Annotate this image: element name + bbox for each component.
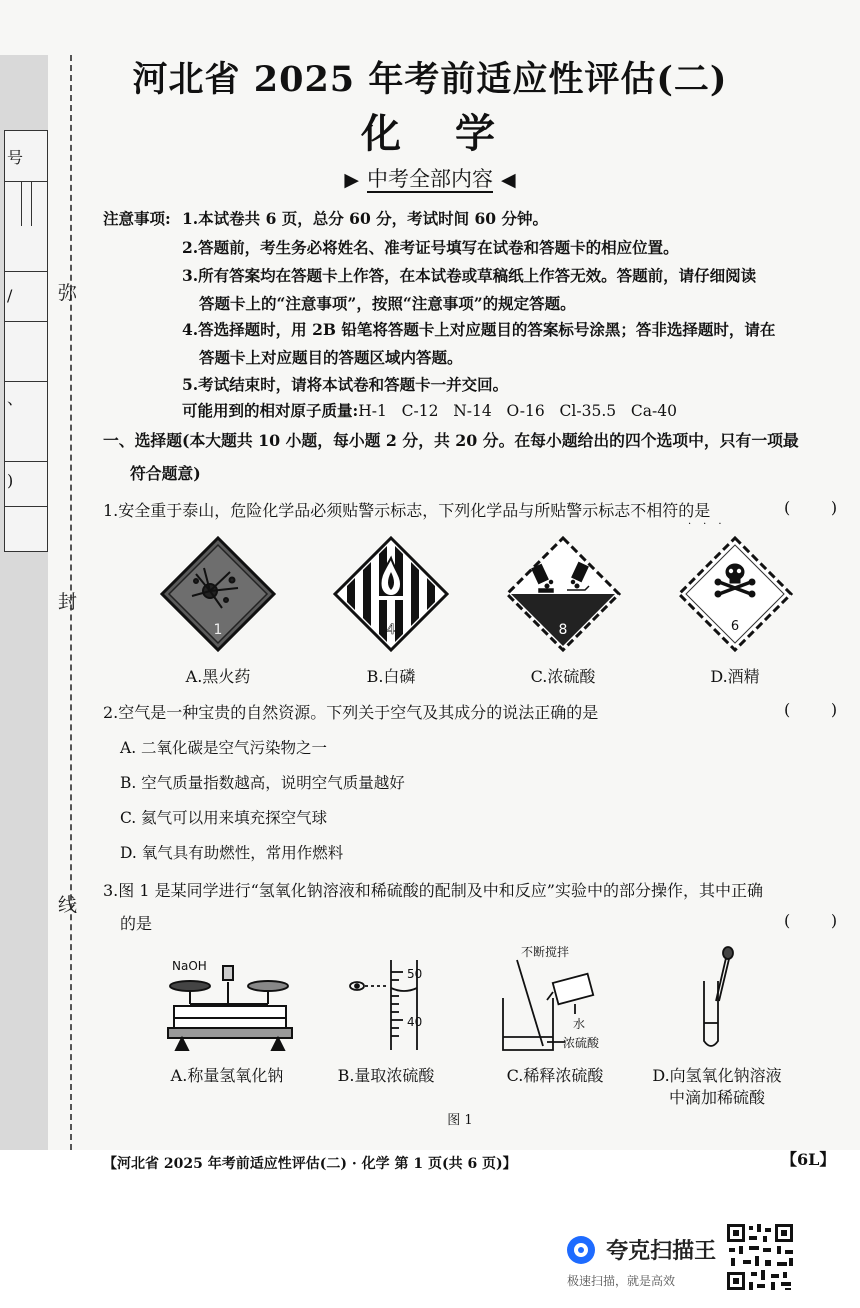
section-heading: 一、选择题(本大题共 10 小题，每小题 2 分，共 20 分。在每小题给出的四个选项中，只有一项最 [103, 431, 799, 450]
svg-text:浓硫酸: 浓硫酸 [563, 1036, 600, 1050]
question-3-cont: 的是 [120, 914, 153, 933]
sign-caption: C.浓硫酸 [530, 667, 596, 686]
figure-caption-a: A.称量氢氧化钠 [170, 1066, 284, 1085]
svg-text:4: 4 [386, 622, 396, 638]
triangle-left-icon: ◀ [501, 169, 516, 191]
notice-item: 1.本试卷共 6 页，总分 60 分，考试时间 60 分钟。 [182, 209, 548, 228]
paper-code: 【6L】 [781, 1150, 836, 1169]
explosive-icon [160, 536, 276, 652]
watermark-slogan: 极速扫描，就是高效 [567, 1274, 676, 1288]
margin-glyph: ) [7, 471, 14, 490]
info-box-divider [5, 321, 47, 322]
svg-text:水: 水 [573, 1017, 586, 1031]
svg-text:50: 50 [407, 967, 423, 981]
notice-item: 4.答选择题时，用 2B 铅笔将答题卡上对应题目的答案标号涂黑；答非选择题时，请在 [182, 320, 776, 339]
margin-glyph: / [7, 286, 13, 305]
scanner-watermark: 夸克扫描王 [567, 1234, 716, 1265]
figure-caption-b: B.量取浓硫酸 [337, 1066, 435, 1085]
option-a: A. 二氧化碳是空气污染物之一 [120, 739, 328, 757]
emphasis-dots: ··· [688, 519, 734, 530]
figure-caption-c: C.稀释浓硫酸 [506, 1066, 604, 1085]
sign-caption: D.酒精 [710, 667, 760, 686]
option-d: D. 氧气具有助燃性，常用作燃料 [120, 844, 344, 862]
svg-text:1: 1 [213, 622, 223, 638]
page-footer: 【河北省 2025 年考前适应性评估(二) · 化学 第 1 页(共 6 页)】 [103, 1156, 517, 1172]
notice-item: 5.考试结束时，请将本试卷和答题卡一并交回。 [182, 375, 509, 394]
info-box-divider [5, 506, 47, 507]
notice-item: 答题卡上对应题目的答题区域内答题。 [199, 348, 463, 367]
figure-caption-d: D.向氢氧化钠溶液 [652, 1066, 782, 1085]
exam-scope: ▶ 中考全部内容 ◀ [344, 167, 516, 191]
graduated-cylinder-icon [345, 958, 445, 1053]
notice-item: 2.答题前，考生务必将姓名、准考证号填写在试卷和答题卡的相应位置。 [182, 238, 679, 257]
figure-number: 图 1 [447, 1113, 473, 1128]
triangle-right-icon: ▶ [344, 169, 359, 191]
corrosive-icon [505, 536, 621, 652]
info-box-divider [5, 461, 47, 462]
notice-item: 3.所有答案均在答题卡上作答，在本试卷或草稿纸上作答无效。答题前，请仔细阅读 [182, 266, 757, 285]
margin-glyph: 号 [7, 148, 24, 167]
margin-glyph: 、 [7, 389, 24, 408]
question-2: 2.空气是一种宝贵的自然资源。下列关于空气及其成分的说法正确的是 [103, 703, 599, 722]
student-info-box [4, 130, 48, 552]
toxic-icon [677, 536, 793, 652]
subject-title: 化学 [361, 110, 549, 157]
svg-text:不断搅拌: 不断搅拌 [521, 945, 570, 959]
question-1: 1.安全重于泰山，危险化学品必须贴警示标志，下列化学品与所贴警示标志不相符的是 [103, 501, 711, 520]
svg-text:40: 40 [407, 1015, 423, 1029]
sign-caption: B.白磷 [366, 667, 416, 686]
seal-char: 线 [58, 894, 78, 916]
seal-char: 封 [58, 591, 78, 613]
balance-scale-icon [160, 952, 300, 1057]
flammable-solid-icon [333, 536, 449, 652]
svg-text:NaOH: NaOH [172, 959, 207, 973]
notice-item: 答题卡上的“注意事项”，按照“注意事项”的规定答题。 [199, 294, 576, 313]
answer-blank: ( ) [784, 700, 838, 719]
figure-caption-d-cont: 中滴加稀硫酸 [668, 1088, 765, 1107]
option-c: C. 氦气可以用来填充探空气球 [120, 809, 328, 827]
beaker-dilution-icon [495, 942, 620, 1057]
info-box-divider [5, 381, 47, 382]
test-tube-dropper-icon [692, 945, 742, 1055]
answer-blank: ( ) [784, 498, 838, 517]
section-heading-cont: 符合题意) [130, 464, 201, 483]
exam-title: 河北省 2025 年考前适应性评估(二) [132, 59, 728, 100]
question-3: 3.图 1 是某同学进行“氢氧化钠溶液和稀硫酸的配制及中和反应”实验中的部分操作，其中正确 [103, 881, 763, 900]
svg-text:8: 8 [558, 622, 568, 638]
info-box-divider [5, 271, 47, 272]
answer-blank: ( ) [784, 911, 838, 930]
seal-char: 弥 [58, 282, 78, 304]
option-b: B. 空气质量指数越高，说明空气质量越好 [120, 774, 405, 792]
sign-caption: A.黑火药 [185, 667, 251, 686]
notice-label: 注意事项: [103, 209, 171, 228]
quark-logo-icon [567, 1236, 595, 1264]
qr-code-icon [725, 1222, 795, 1296]
svg-text:6: 6 [730, 619, 740, 634]
atomic-mass-line: 可能用到的相对原子质量:H-1 C-12 N-14 O-16 Cl-35.5 Ca-40 [182, 401, 677, 420]
